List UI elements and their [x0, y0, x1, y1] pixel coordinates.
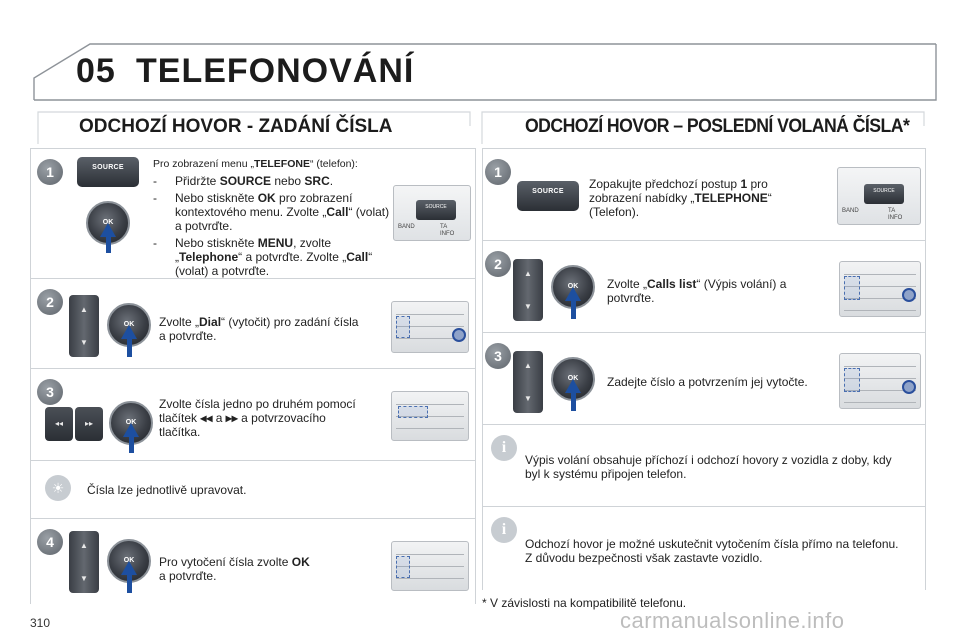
right-step-3-text: Zadejte číslo a potvrzením jej vytočte.	[607, 375, 808, 389]
step-4-text: Pro vytočení čísla zvolte OK a potvrďte.	[159, 555, 310, 583]
step-number: 2	[485, 251, 511, 277]
right-panel	[482, 148, 926, 590]
step-number: 4	[37, 529, 63, 555]
radio-unit-image: BAND SOURCE TA INFO	[393, 185, 471, 241]
right-step-3-row	[483, 333, 925, 425]
left-tip-row	[31, 461, 475, 519]
ok-knob-image: OK	[86, 201, 130, 245]
arrow-stem	[571, 299, 576, 319]
left-step-2-row	[31, 279, 475, 369]
step-number: 1	[37, 159, 63, 185]
arrow-up-icon	[123, 423, 139, 437]
chapter-number: 05	[76, 52, 116, 90]
left-step-4-row	[31, 519, 475, 605]
watermark: carmanualsonline.info	[620, 608, 845, 633]
arrow-up-icon	[100, 223, 116, 237]
phone-keypad-image	[391, 301, 469, 353]
info-1-text: Výpis volání obsahuje příchozí i odchozí hovory z vozidla z doby, kdy byl k systému připojen telefon.	[525, 453, 892, 481]
step-number: 1	[485, 159, 511, 185]
ok-knob-image: OK	[551, 265, 595, 309]
page-number: 310	[30, 616, 51, 630]
right-step-1-row	[483, 149, 925, 241]
radio-unit-image: BAND SOURCE TA INFO	[837, 167, 921, 225]
step-number: 3	[37, 379, 63, 405]
arrow-stem	[106, 235, 111, 253]
arrow-stem	[127, 337, 132, 357]
info-icon: i	[491, 517, 517, 543]
source-button-image: SOURCE	[77, 157, 139, 187]
step-number: 2	[37, 289, 63, 315]
phone-keypad-image	[391, 391, 469, 441]
right-step-1-text: Zopakujte předchozí postup 1 pro zobrazení nabídky „TELEPHONE“ (Telefon).	[589, 177, 772, 219]
up-down-rocker-image: ▲ ▼	[513, 351, 543, 413]
phone-keypad-image	[839, 261, 921, 317]
ok-knob-image: OK	[107, 303, 151, 347]
tip-text: Čísla lze jednotlivě upravovat.	[87, 483, 247, 497]
right-step-2-row	[483, 241, 925, 333]
right-info-1-row	[483, 425, 925, 507]
right-section-title: ODCHOZÍ HOVOR – POSLEDNÍ VOLANÁ ČÍSLA*	[525, 116, 910, 137]
arrow-up-icon	[565, 379, 581, 393]
up-down-rocker-image: ▲ ▼	[513, 259, 543, 321]
up-down-rocker-image: ▲ ▼	[69, 295, 99, 357]
ok-knob-image: OK	[109, 401, 153, 445]
arrow-stem	[571, 391, 576, 411]
arrow-up-icon	[121, 325, 137, 339]
phone-keypad-image	[839, 353, 921, 409]
left-section-title: ODCHOZÍ HOVOR - ZADÁNÍ ČÍSLA	[79, 116, 393, 137]
ok-knob-image: OK	[107, 539, 151, 583]
step-1-text: Pro zobrazení menu „TELEFONE“ (telefon): - Přidržte SOURCE nebo SRC. - Nebo stiskněte OK pro zobrazení kontextového menu. Zvolte „Call“ (volat) a potvrďte. - Nebo stiskněte MENU, zvolte „Telephone“ a potvrďte. Zvolte „Call“ (volat) a potvrďte.	[153, 158, 390, 278]
seek-back-button-image: ◂◂	[45, 407, 73, 441]
arrow-stem	[129, 435, 134, 453]
step-3-text: Zvolte čísla jedno po druhém pomocí tlačítek ◂◂ a ▸▸ a potvrzovacího tlačítka.	[159, 397, 356, 439]
arrow-stem	[127, 573, 132, 593]
lightbulb-icon: ☀	[45, 475, 71, 501]
left-panel	[30, 148, 476, 604]
arrow-up-icon	[121, 561, 137, 575]
arrow-up-icon	[565, 287, 581, 301]
left-step-1-row	[31, 149, 475, 279]
ok-knob-image: OK	[551, 357, 595, 401]
right-info-2-row	[483, 507, 925, 591]
info-2-text: Odchozí hovor je možné uskutečnit vytočením čísla přímo na telefonu. Z důvodu bezpečnosti však zastavte vozidlo.	[525, 537, 899, 565]
source-button-image: SOURCE	[517, 181, 579, 211]
step-2-text: Zvolte „Dial“ (vytočit) pro zadání čísla a potvrďte.	[159, 315, 359, 343]
step-number: 3	[485, 343, 511, 369]
left-step-3-row	[31, 369, 475, 461]
phone-keypad-image	[391, 541, 469, 591]
seek-forward-button-image: ▸▸	[75, 407, 103, 441]
info-icon: i	[491, 435, 517, 461]
right-step-2-text: Zvolte „Calls list“ (Výpis volání) a potvrďte.	[607, 277, 787, 305]
page-title: TELEFONOVÁNÍ	[136, 52, 415, 90]
up-down-rocker-image: ▲ ▼	[69, 531, 99, 593]
footnote: * V závislosti na kompatibilitě telefonu.	[482, 596, 687, 610]
